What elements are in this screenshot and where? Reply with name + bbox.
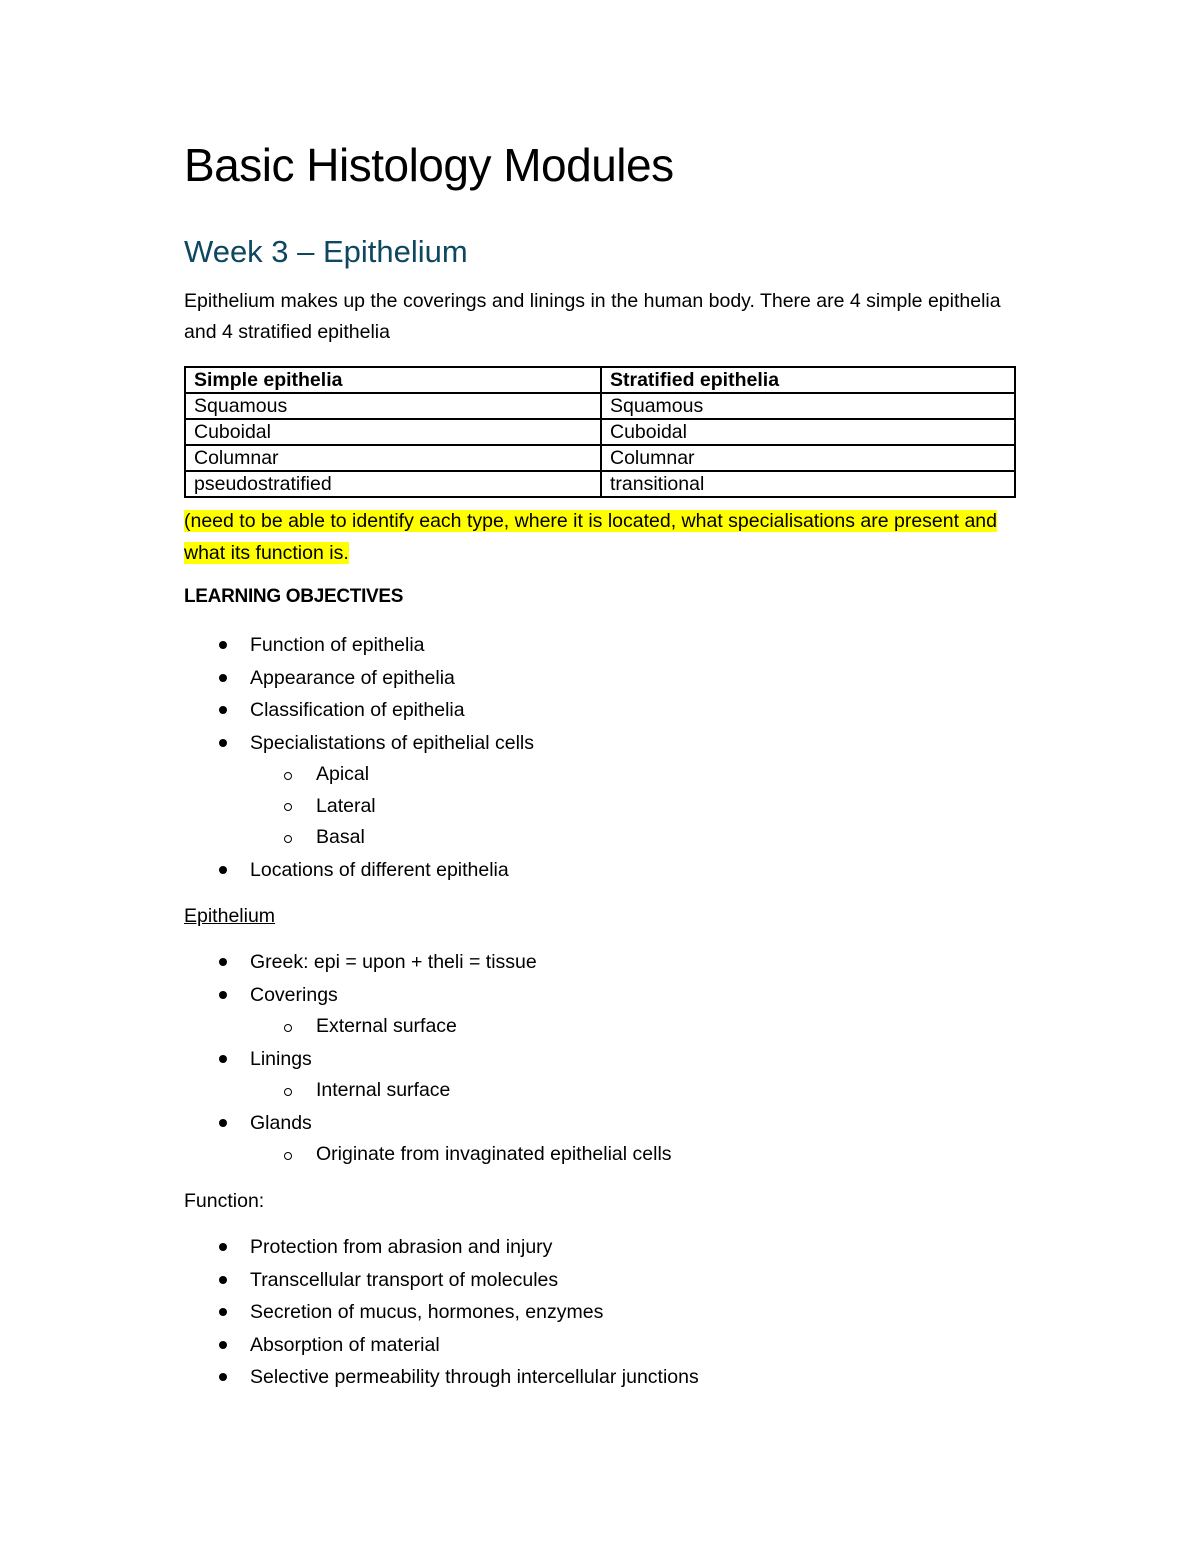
learning-objectives-list: [184, 629, 534, 886]
list-item: Greek: epi = upon + theli = tissue: [184, 946, 672, 979]
document-title: Basic Histology Modules: [184, 139, 674, 191]
list-item: Locations of different epithelia: [184, 854, 534, 887]
bullet-icon: [219, 1055, 227, 1063]
table-header-row: [185, 367, 1015, 393]
table-cell: Columnar: [601, 445, 1015, 471]
list-item: Glands: [184, 1107, 672, 1140]
bullet-icon: [219, 1243, 227, 1251]
list-item: Appearance of epithelia: [184, 662, 534, 695]
bullet-icon: [219, 641, 227, 649]
sub-bullet-icon: [284, 1024, 292, 1032]
bullet-icon: [219, 674, 227, 682]
epithelium-heading: Epithelium: [184, 905, 276, 927]
highlighted-note: [184, 505, 1004, 569]
highlighted-note-text: (need to be able to identify each type, where it is located, what specialisations are present and what its function is.: [184, 510, 997, 564]
table-cell: Cuboidal: [185, 419, 601, 445]
table-cell: Columnar: [185, 445, 601, 471]
sub-list-item: Originate from invaginated epithelial cells: [184, 1139, 672, 1171]
table-cell: Cuboidal: [601, 419, 1015, 445]
sub-list-item: External surface: [184, 1011, 672, 1043]
sub-list-item: Apical: [184, 759, 534, 791]
bullet-icon: [219, 958, 227, 966]
bullet-icon: [219, 1373, 227, 1381]
function-heading: Function:: [184, 1190, 265, 1212]
list-item: Coverings: [184, 979, 672, 1012]
week-heading: Week 3 – Epithelium: [184, 234, 468, 269]
sub-bullet-icon: [284, 803, 292, 811]
table-row: [185, 445, 1015, 471]
intro-paragraph: Epithelium makes up the coverings and linings in the human body. There are 4 simple epithelia and 4 stratified epithelia: [184, 290, 1001, 343]
table-row: [185, 393, 1015, 419]
table-header-simple: Simple epithelia: [185, 367, 601, 393]
table-row: [185, 471, 1015, 497]
list-item: Selective permeability through intercellular junctions: [184, 1361, 699, 1394]
sub-bullet-icon: [284, 772, 292, 780]
sub-list-item: Internal surface: [184, 1075, 672, 1107]
table-cell: Squamous: [185, 393, 601, 419]
list-item: Protection from abrasion and injury: [184, 1231, 699, 1264]
bullet-icon: [219, 991, 227, 999]
list-item: Linings: [184, 1043, 672, 1076]
bullet-icon: [219, 1276, 227, 1284]
sub-bullet-icon: [284, 835, 292, 843]
epithelium-list: [184, 946, 672, 1171]
learning-objectives-heading: LEARNING OBJECTIVES: [184, 586, 404, 607]
epithelia-table: [184, 366, 1016, 498]
table-cell: pseudostratified: [185, 471, 601, 497]
bullet-icon: [219, 739, 227, 747]
list-item: Specialistations of epithelial cells: [184, 727, 534, 760]
bullet-icon: [219, 1119, 227, 1127]
sub-list-item: Lateral: [184, 791, 534, 823]
function-list: [184, 1231, 699, 1394]
table-header-stratified: Stratified epithelia: [601, 367, 1015, 393]
table-row: [185, 419, 1015, 445]
table-cell: transitional: [601, 471, 1015, 497]
sub-bullet-icon: [284, 1088, 292, 1096]
sub-list-item: Basal: [184, 822, 534, 854]
bullet-icon: [219, 1341, 227, 1349]
bullet-icon: [219, 1308, 227, 1316]
table-cell: Squamous: [601, 393, 1015, 419]
bullet-icon: [219, 706, 227, 714]
list-item: Secretion of mucus, hormones, enzymes: [184, 1296, 699, 1329]
list-item: Function of epithelia: [184, 629, 534, 662]
list-item: Absorption of material: [184, 1329, 699, 1362]
bullet-icon: [219, 866, 227, 874]
sub-bullet-icon: [284, 1152, 292, 1160]
list-item: Classification of epithelia: [184, 694, 534, 727]
list-item: Transcellular transport of molecules: [184, 1264, 699, 1297]
